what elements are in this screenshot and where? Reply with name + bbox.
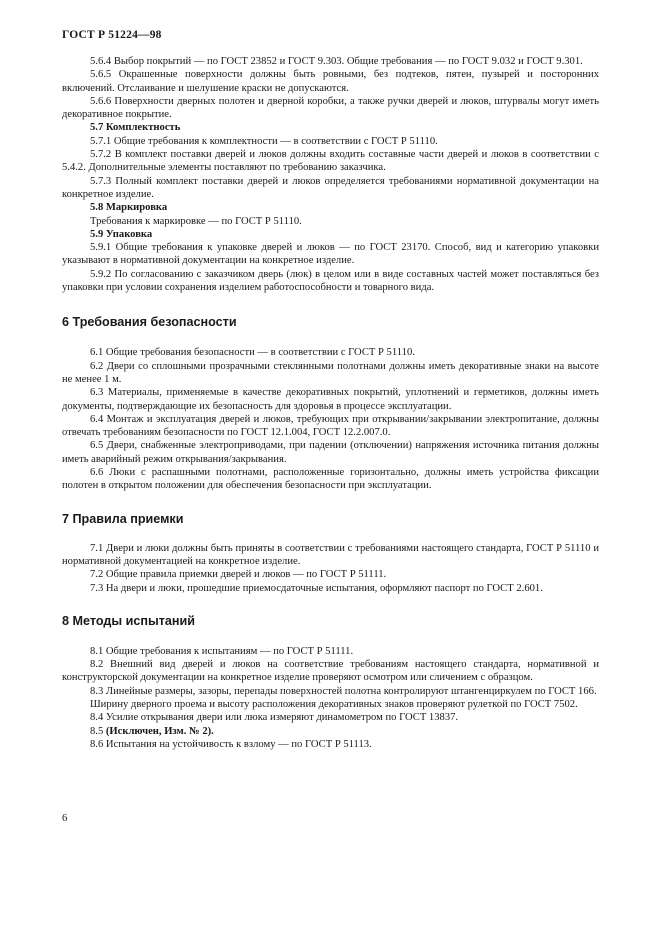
clause-6-3: 6.3 Материалы, применяемые в качестве декоративных покрытий, уплотнений и герметиков, должны иметь документы, подтверждающие их безопасность для здоровья в процессе эксплуатации. [62,387,599,412]
clause-6-1: 6.1 Общие требования безопасности — в соответствии с ГОСТ Р 51110. [90,347,415,359]
clause-7-2: 7.2 Общие правила приемки дверей и люков — по ГОСТ Р 51111. [90,569,387,581]
clause-8-5 [62,725,599,738]
document-header: ГОСТ Р 51224—98 [62,29,162,41]
clause-5-7-1: 5.7.1 Общие требования к комплектности — в соответствии с ГОСТ Р 51110. [90,135,438,147]
clause-8-4: 8.4 Усилие открывания двери или люка измеряют динамометром по ГОСТ 13837. [90,712,459,724]
clause-6-2: 6.2 Двери со сплошными прозрачными стеклянными полотнами должны иметь декоративные знаки на высоте не менее 1 м. [62,360,599,385]
clause-5-6-4: 5.6.4 Выбор покрытий — по ГОСТ 23852 и ГОСТ 9.303. Общие требования — по ГОСТ 9.032 и ГОСТ 9.301. [90,56,583,67]
clause-5-6-5: 5.6.5 Окрашенные поверхности должны быть ровными, без подтеков, пятен, пузырей и посторонних включений. Отслаивание и шелушение краски не допускаются. [62,69,599,94]
section-7-heading: 7 Правила приемки [62,511,184,526]
clause-8-5-number: 8.5 [90,725,104,737]
section-6-heading: 6 Требования безопасности [62,315,237,330]
clause-8-3-continued: Ширину дверного проема и высоту расположения декоративных знаков проверяют рулеткой по ГОСТ 7502. [90,698,578,710]
clause-8-5-excluded-note: (Исключен, Изм. № 2). [105,725,214,737]
subsection-5-7-heading: 5.7 Комплектность [90,122,181,134]
clause-5-7-3: 5.7.3 Полный комплект поставки дверей и люков определяется требованиями нормативной документации на конкретное изделие. [62,175,599,200]
clause-5-7-2: 5.7.2 В комплект поставки дверей и люков должны входить составные части дверей и люков в соответствии с 5.4.2. Дополнительные элементы поставляют по требованию заказчика. [62,149,599,174]
subsection-5-9-heading: 5.9 Упаковка [90,228,153,240]
clause-8-6: 8.6 Испытания на устойчивость к взлому — по ГОСТ Р 51113. [90,738,372,750]
section-8-heading: 8 Методы испытаний [62,613,195,628]
clause-7-1: 7.1 Двери и люки должны быть приняты в соответствии с требованиями настоящего стандарта, ГОСТ Р 51110 и нормативной документацией на конкретное изделие. [62,542,599,567]
clause-8-3: 8.3 Линейные размеры, зазоры, перепады поверхностей полотна контролируют штангенциркулем по ГОСТ 166. [90,685,597,697]
subsection-5-8-heading: 5.8 Маркировка [90,202,168,214]
clause-8-2: 8.2 Внешний вид дверей и люков на соответствие требованиям настоящего стандарта, нормативной и конструкторской документации на конкретное изделие проверяют осмотром или сличением с образцом. [62,659,599,684]
clause-8-1: 8.1 Общие требования к испытаниям — по ГОСТ Р 51111. [90,645,354,657]
document-body [62,55,599,751]
clause-5-6-6: 5.6.6 Поверхности дверных полотен и дверной коробки, а также ручки дверей и люков, штурвалы могут иметь декоративное покрытие. [62,95,599,121]
clause-6-5: 6.5 Двери, снабженные электроприводами, при падении (отключении) напряжения источника питания должны иметь аварийный режим открывания/закрывания. [62,440,599,465]
page-number: 6 [62,813,68,824]
clause-5-9-2: 5.9.2 По согласованию с заказчиком дверь (люк) в целом или в виде составных частей может поставляться без упаковки при условии сохранения изделием работоспособности и товарного вида. [62,268,599,294]
clause-5-8: Требования к маркировке — по ГОСТ Р 51110. [90,215,302,227]
clause-5-9-1: 5.9.1 Общие требования к упаковке дверей и люков — по ГОСТ 23170. Способ, вид и категорию упаковки указывают в нормативной документации на конкретное изделие. [62,242,599,267]
clause-7-3: 7.3 На двери и люки, прошедшие приемосдаточные испытания, оформляют паспорт по ГОСТ 2.601. [90,582,543,594]
clause-6-4: 6.4 Монтаж и эксплуатация дверей и люков, требующих при открывании/закрывании электропитание, должны отвечать требованиям безопасности по ГОСТ 12.1.004, ГОСТ 12.2.007.0. [62,413,599,439]
clause-6-6: 6.6 Люки с распашными полотнами, расположенные горизонтально, должны иметь устройства фиксации полотен в открытом положении для обеспечения безопасности при эксплуатации. [62,467,599,492]
